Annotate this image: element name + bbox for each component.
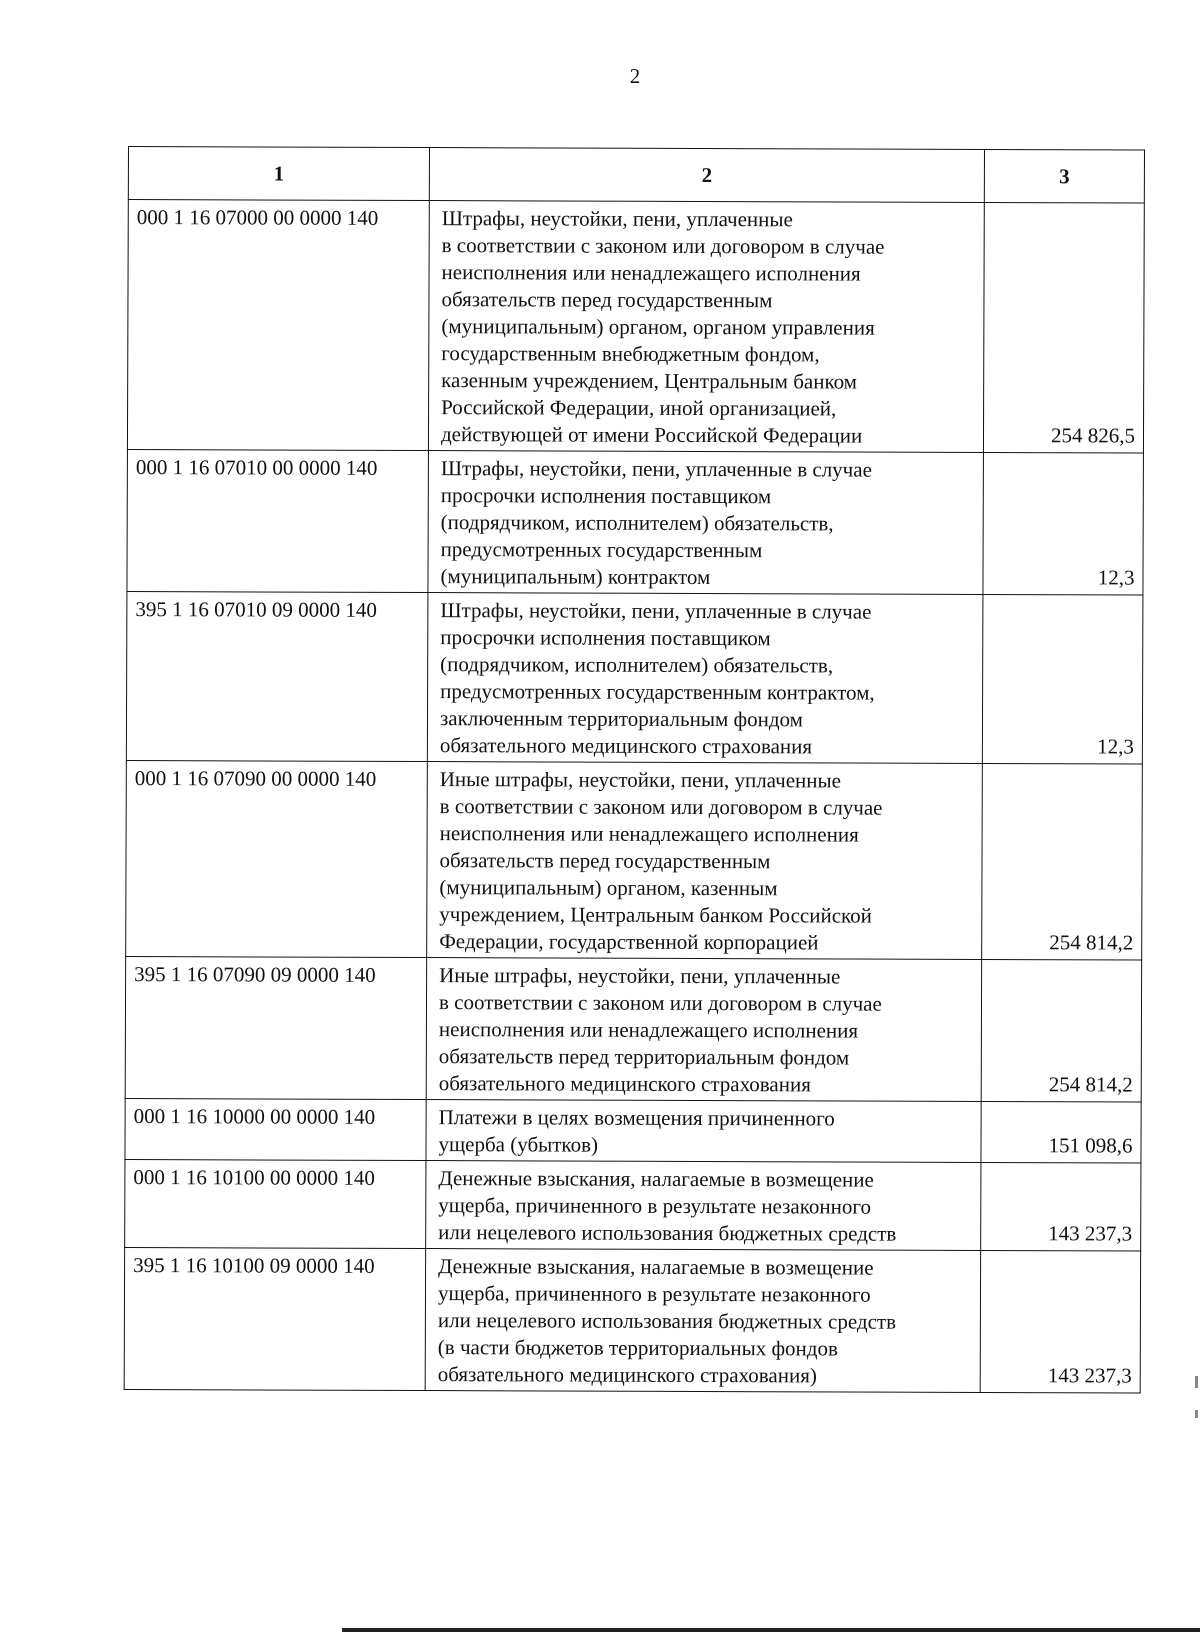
amount-cell: 254 814,2	[981, 959, 1141, 1102]
revenue-name-line: (подрядчиком, исполнителем) обязательств,	[440, 652, 834, 678]
revenue-name-line: или нецелевого использования бюджетных средств	[438, 1220, 897, 1246]
revenue-name-line: просрочки исполнения поставщиком	[440, 625, 771, 651]
revenue-name-line: Штрафы, неустойки, пени, уплаченные	[441, 206, 793, 232]
revenue-name-line: предусмотренных государственным	[440, 537, 763, 563]
revenue-name-line: ущерба, причиненного в результате незаконного	[437, 1281, 871, 1307]
revenue-name-line: Иные штрафы, неустойки, пени, уплаченные	[439, 767, 842, 793]
revenue-name-cell	[428, 451, 983, 595]
budget-code-cell: 000 1 16 07010 00 0000 140	[127, 449, 428, 592]
table-row	[127, 449, 1143, 595]
revenue-name-line: просрочки исполнения поставщиком	[440, 483, 772, 509]
scan-edge-mark	[1195, 1376, 1198, 1388]
scan-edge-mark	[1195, 1410, 1198, 1418]
table-row	[127, 200, 1144, 454]
revenue-name-line: Иные штрафы, неустойки, пени, уплаченные	[439, 963, 841, 989]
revenue-name-line: обязательного медицинского страхования	[439, 733, 813, 759]
page-number: 2	[629, 64, 641, 88]
budget-code-cell: 000 1 16 10000 00 0000 140	[125, 1098, 426, 1160]
column-header-1: 1	[128, 147, 429, 201]
revenue-name-line: неисполнения или ненадлежащего исполнения	[439, 821, 859, 847]
table-row	[126, 591, 1143, 764]
revenue-name-line: Денежные взыскания, налагаемые в возмещение	[438, 1254, 874, 1280]
revenue-table	[124, 146, 1145, 1394]
revenue-name-line: обязательного медицинского страхования	[438, 1071, 811, 1097]
amount-cell: 254 814,2	[982, 763, 1143, 960]
table-row	[125, 1098, 1141, 1163]
revenue-name-line: или нецелевого использования бюджетных средств	[437, 1308, 897, 1334]
amount-cell: 254 826,5	[983, 202, 1144, 453]
table-header	[128, 147, 1144, 204]
revenue-name-line: заключенным территориальным фондом	[439, 706, 803, 732]
revenue-name-cell	[426, 958, 981, 1102]
amount-cell: 151 098,6	[981, 1101, 1141, 1163]
revenue-name-line: Платежи в целях возмещения причиненного	[438, 1105, 835, 1131]
revenue-name-cell	[427, 593, 983, 764]
revenue-name-line: государственным внебюджетным фондом,	[441, 341, 820, 367]
revenue-name-line: обязательств перед территориальным фондом	[438, 1044, 850, 1070]
revenue-name-line: в соответствии с законом или договором в случае	[439, 794, 883, 820]
revenue-name-line: Штрафы, неустойки, пени, уплаченные в случае	[440, 598, 872, 624]
table-row	[124, 1247, 1140, 1393]
scan-edge-line	[342, 1628, 1200, 1632]
budget-code-cell: 395 1 16 07010 09 0000 140	[126, 591, 428, 761]
revenue-name-cell	[427, 762, 983, 960]
amount-cell: 12,3	[982, 594, 1143, 764]
column-header-3: 3	[984, 149, 1144, 203]
budget-code-cell: 000 1 16 07090 00 0000 140	[126, 760, 428, 957]
budget-code-cell: 000 1 16 10100 00 0000 140	[125, 1159, 426, 1248]
revenue-name-line: (муниципальным) контрактом	[440, 564, 711, 590]
revenue-name-line: учреждением, Центральным банком Российской	[439, 902, 872, 928]
revenue-name-line: предусмотренных государственным контрактом,	[440, 679, 875, 705]
revenue-name-line: Российской Федерации, иной организацией,	[441, 395, 837, 421]
revenue-name-line: в соответствии с законом или договором в случае	[441, 233, 885, 259]
revenue-name-cell	[426, 1161, 981, 1251]
budget-code-cell: 395 1 16 10100 09 0000 140	[124, 1247, 425, 1390]
revenue-name-line: Федерации, государственной корпорацией	[439, 929, 819, 955]
amount-cell: 143 237,3	[980, 1250, 1140, 1393]
revenue-name-line: в соответствии с законом или договором в случае	[438, 990, 882, 1016]
revenue-name-cell	[426, 1100, 981, 1163]
table-row	[126, 760, 1143, 960]
revenue-name-line: (подрядчиком, исполнителем) обязательств,	[440, 510, 834, 536]
amount-cell: 143 237,3	[981, 1162, 1141, 1251]
table-body	[124, 200, 1144, 1394]
revenue-name-line: неисполнения или ненадлежащего исполнения	[441, 260, 861, 286]
revenue-name-line: неисполнения или ненадлежащего исполнения	[438, 1017, 859, 1043]
budget-code-cell: 000 1 16 07000 00 0000 140	[127, 200, 429, 451]
revenue-name-line: (в части бюджетов территориальных фондов	[437, 1335, 838, 1361]
revenue-name-line: ущерба (убытков)	[438, 1132, 599, 1157]
revenue-name-line: (муниципальным) органом, органом управления	[441, 314, 875, 340]
table-row	[125, 956, 1141, 1102]
revenue-table-container	[124, 146, 1144, 1394]
revenue-name-line: действующей от имени Российской Федерации	[440, 422, 863, 448]
revenue-name-line: (муниципальным) органом, казенным	[439, 875, 778, 901]
amount-cell: 12,3	[983, 452, 1143, 595]
revenue-name-line: Штрафы, неустойки, пени, уплаченные в случае	[440, 456, 872, 482]
table-row	[125, 1159, 1141, 1251]
budget-code-cell: 395 1 16 07090 09 0000 140	[125, 956, 426, 1099]
revenue-name-line: обязательного медицинского страхования)	[437, 1362, 817, 1388]
revenue-name-line: ущерба, причиненного в результате незаконного	[438, 1193, 872, 1219]
revenue-name-line: обязательств перед государственным	[439, 848, 771, 874]
revenue-name-line: обязательств перед государственным	[441, 287, 773, 313]
revenue-name-cell	[425, 1249, 980, 1393]
revenue-name-line: Денежные взыскания, налагаемые в возмещение	[438, 1166, 874, 1192]
header-row	[128, 147, 1144, 204]
revenue-name-cell	[428, 201, 984, 453]
revenue-name-line: казенным учреждением, Центральным банком	[441, 368, 858, 394]
column-header-2: 2	[429, 148, 984, 203]
